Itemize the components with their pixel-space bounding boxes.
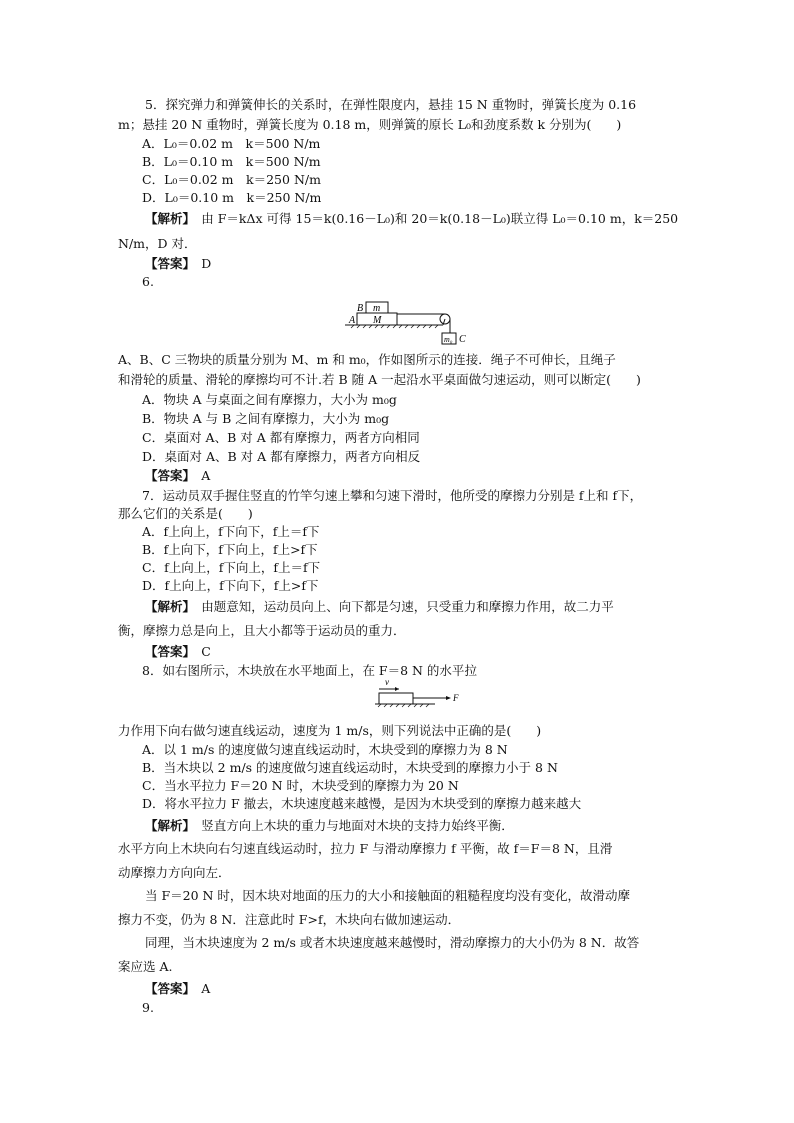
q7-option-d: D．f上向上，f下向下，f上>f下 (142, 578, 319, 593)
q5-answer (145, 255, 211, 272)
q8-figure (375, 676, 465, 716)
q6-option-d: D．桌面对 A、B 对 A 都有摩擦力，两者方向相反 (142, 449, 421, 464)
answer-label: 【答案】 (145, 468, 189, 483)
force-arrowhead (446, 696, 451, 700)
q8-answer (145, 980, 210, 997)
analysis-label: 【解析】 (145, 211, 189, 226)
q6-figure (345, 290, 475, 350)
q5-analysis-text: 由 F＝kΔx 可得 15＝k(0.16－L₀)和 20＝k(0.18－L₀)联立得 L₀＝0.10 m，k＝250 (201, 211, 679, 226)
label-a: A (349, 315, 356, 326)
wood-block (379, 693, 413, 704)
q8-analysis-p4-line2: 案应选 A. (118, 959, 173, 974)
q7-stem-line1: 7．运动员双手握住竖直的竹竿匀速上攀和匀速下滑时，他所受的摩擦力分别是 f上和 f下， (142, 488, 643, 503)
q9-number: 9. (142, 1000, 154, 1015)
q5-stem-line2: m；悬挂 20 N 重物时，弹簧长度为 0.18 m，则弹簧的原长 L₀和劲度系数 k 分别为( ) (118, 117, 622, 132)
q6-number: 6. (142, 274, 154, 289)
q5-option-b: B．L₀＝0.10 m k＝500 N/m (142, 154, 321, 169)
q6-stem-line2: 和滑轮的质量、滑轮的摩擦均可不计.若 B 随 A 一起沿水平桌面做匀速运动，则可以断定( ) (118, 372, 641, 387)
q8-stem-line1: 8．如右图所示，木块放在水平地面上，在 F＝8 N 的水平拉 (142, 663, 477, 678)
q6-stem-line1: A、B、C 三物块的质量分别为 M、m 和 m₀，作如图所示的连接．绳子不可伸长，且绳子 (118, 352, 616, 367)
q5-analysis-line2: N/m，D 对． (118, 236, 197, 251)
q6-option-c: C．桌面对 A、B 对 A 都有摩擦力，两者方向相同 (142, 430, 420, 445)
label-m0: m₀ (444, 335, 453, 344)
q5-stem-line1: 5．探究弹力和弹簧伸长的关系时，在弹性限度内，悬挂 15 N 重物时，弹簧长度为 0.16 (145, 97, 637, 112)
q8-analysis-text: 竖直方向上木块的重力与地面对木块的支持力始终平衡． (201, 818, 514, 833)
q7-stem-line2: 那么它们的关系是( ) (118, 506, 253, 521)
q6-answer (145, 467, 210, 484)
analysis-label: 【解析】 (145, 818, 189, 833)
q8-analysis-p3-line1: 当 F＝20 N 时，因木块对地面的压力的大小和接触面的粗糙程度均没有变化，故滑动摩 (145, 888, 630, 903)
label-big-m: M (373, 315, 382, 326)
label-f: F (453, 693, 459, 703)
q5-analysis-line1 (145, 210, 678, 227)
q7-analysis-line2: 衡，摩擦力总是向上，且大小都等于运动员的重力． (118, 623, 406, 638)
answer-label: 【答案】 (145, 644, 189, 659)
q8-stem-line2: 力作用下向右做匀速直线运动，速度为 1 m/s，则下列说法中正确的是( ) (118, 723, 542, 738)
q6-answer-value: A (201, 468, 211, 483)
analysis-label: 【解析】 (145, 599, 189, 614)
velocity-arrowhead (395, 687, 399, 691)
label-c: C (459, 334, 466, 345)
q7-option-b: B．f上向下，f下向上，f上>f下 (142, 542, 318, 557)
q6-option-a: A．物块 A 与桌面之间有摩擦力，大小为 m₀g (142, 392, 397, 407)
q5-option-a: A．L₀＝0.02 m k＝500 N/m (142, 136, 321, 151)
q8-analysis-p3-line2: 擦力不变，仍为 8 N．注意此时 F>f，木块向右做加速运动． (118, 912, 461, 927)
q7-option-c: C．f上向上，f下向上，f上＝f下 (142, 560, 321, 575)
q8-analysis-p4-line1: 同理，当木块速度为 2 m/s 或者木块速度越来越慢时，滑动摩擦力的大小仍为 8 N．故答 (145, 935, 640, 950)
q8-option-a: A．以 1 m/s 的速度做匀速直线运动时，木块受到的摩擦力为 8 N (142, 742, 508, 757)
q6-option-b: B．物块 A 与 B 之间有摩擦力，大小为 m₀g (142, 411, 390, 426)
label-v: v (385, 677, 389, 687)
q7-answer (145, 643, 211, 660)
q7-analysis-text: 由题意知，运动员向上、向下都是匀速，只受重力和摩擦力作用，故二力平 (201, 599, 614, 614)
label-m: m (373, 303, 381, 314)
q7-answer-value: C (201, 644, 211, 659)
q8-analysis-p2-line1: 水平方向上木块向右匀速直线运动时，拉力 F 与滑动摩擦力 f 平衡，故 f＝F＝8 N，且滑 (118, 841, 613, 856)
q7-analysis-line1 (145, 598, 614, 615)
q5-option-c: C．L₀＝0.02 m k＝250 N/m (142, 172, 321, 187)
label-b: B (357, 303, 364, 314)
q8-option-d: D．将水平拉力 F 撤去，木块速度越来越慢，是因为木块受到的摩擦力越来越大 (142, 796, 582, 811)
answer-label: 【答案】 (145, 256, 189, 271)
q8-answer-value: A (201, 981, 211, 996)
q8-option-b: B．当木块以 2 m/s 的速度做匀速直线运动时，木块受到的摩擦力小于 8 N (142, 760, 558, 775)
q7-option-a: A．f上向上，f下向下，f上＝f下 (142, 524, 320, 539)
q8-analysis-p2-line2: 动摩擦力方向向左． (118, 865, 231, 880)
q8-option-c: C．当水平拉力 F＝20 N 时，木块受到的摩擦力为 20 N (142, 778, 459, 793)
q5-option-d: D．L₀＝0.10 m k＝250 N/m (142, 190, 322, 205)
q5-answer-value: D (201, 256, 212, 271)
answer-label: 【答案】 (145, 981, 189, 996)
q8-analysis-line1 (145, 817, 514, 834)
